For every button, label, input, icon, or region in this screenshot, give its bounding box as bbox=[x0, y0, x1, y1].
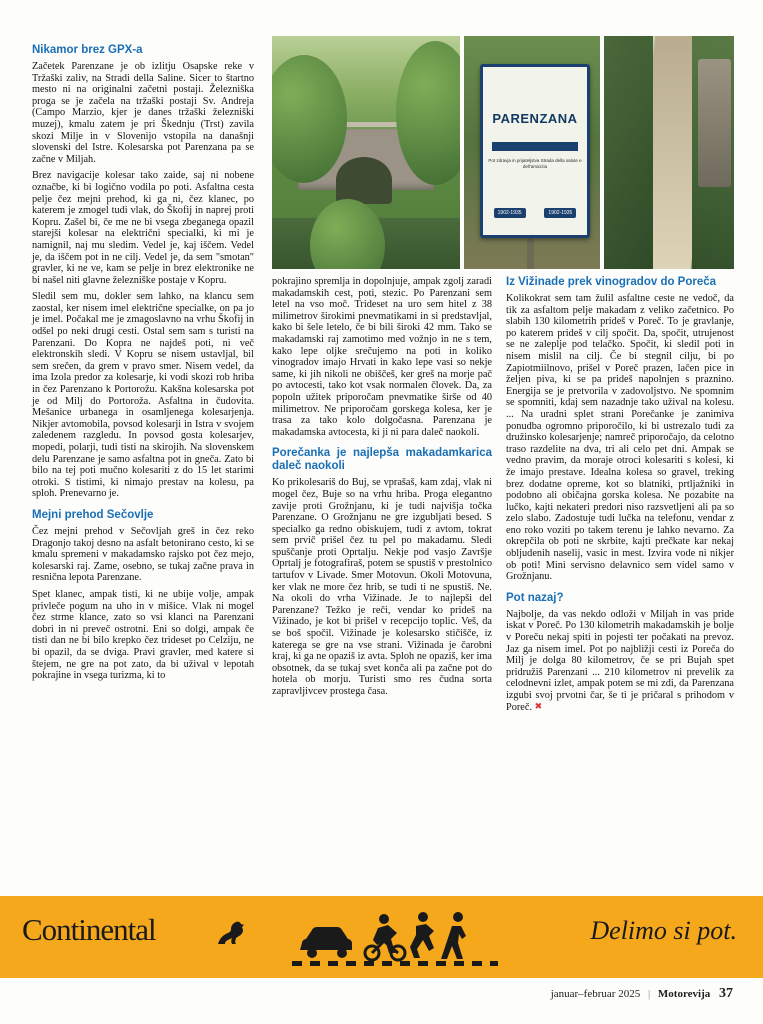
paragraph bbox=[506, 609, 734, 713]
paragraph: Čez mejni prehod v Sečovljah greš in čez reko Dragonjo takoj desno na asfalt betonirano cesto, ki se kmalu spremeni v makadamsko rajsko pot čez mejo, kolesarski raj. Zame, osebno, se tukaj začne prava in resnična lepota Parenzane. bbox=[32, 525, 254, 584]
road-icon bbox=[292, 961, 498, 966]
advertisement-banner[interactable] bbox=[0, 896, 763, 978]
sign-badge-right: 1902-1935 bbox=[544, 208, 576, 218]
sign-badge-left: 1902-1935 bbox=[494, 208, 526, 218]
page-number: 37 bbox=[719, 986, 733, 1001]
paragraph: Sledil sem mu, dokler sem lahko, na klancu sem zaostal, ker nisem imel električne specialke, on pa jo je imel. Počakal me je zmagoslavno na vrhu Škofij in odšel po neki drugi cesti. Ostal sem sam s turisti na Parenzani. Do Kopra ne najdeš poti, ni več elektronskih sledi. V Kopru se nisem ustavljal, bil sem srečen, da grem v pravo smer. Nisem vedel, da ima Izola predor za kolesarje, ki vodi skozi rob hriba in čez Parenzano k Portorožu. Kakšna kolesarska pot je od Milj do Portoroža. Asfaltna in čudovita. Mešanice urbanega in osamljenega kolesarjenja. Nikjer avtomobila, povsod kolesarji in Istra v svojem zaledenem razgledu. In povsod gosta kolesarjev, mopedi, polarji, tudi tisti na skirojih. Na slovenskem delu Parenzane je samo asfaltna pot in gneča. Zato bi bilo na tej poti mučno kolesariti z do 15 let starimi otroki. S tistimi, ki nimajo prestav na kolesu, pa sploh. Prenevarno je. bbox=[32, 291, 254, 500]
section-heading-gpx: Nikamor brez GPX-a bbox=[32, 44, 143, 56]
sign-subtitle: Pot zdravja in prijateljstva Strada della salute e dell'amicizia bbox=[488, 157, 582, 170]
article-column-3 bbox=[506, 276, 734, 718]
walker-icon bbox=[441, 912, 466, 959]
issue-date: januar–februar 2025 bbox=[550, 988, 641, 1000]
footer-separator: | bbox=[647, 988, 651, 1000]
paragraph: Kolikokrat sem tam žulil asfaltne ceste ne vedoč, da tik za asfaltom pelje makadam z veliko začetnico. Po slabih 130 kilometrih prideš v Poreč. To je gravlanje, po katerem prideš v cilj spočit. Da, spočit, utrujenost se ne zaleplje pod telačko. Spočit, ki sledil poti in nisem mislil na cilj. Če bi stegnil cilju, bi po Zapiotmiilnovo, prišel v Poreč prazen, lačen pice in željen piva, ki se pa prideš napolnjen s praznino. Energija se je pretvorila v zadovoljstvo. Ne spomnim se spomniti, kdaj sem nazadnje tako užival na kolesu. ... Na uradni splet strani Porečanke je zanimiva ponudba ogromno priporočilo, ki bi ustrezalo tudi za družinsko kolesarjenje; namreč priporočajo, da celotno traso razdelite na dva, tri ali celo pet dni. Ampak se vedno pravim, da moraje otroci kolesariti s kolesi, ki že imajo prestave. Idealna kolesa so gravel, treking brez dodatne opreme, kot so blatniki, prtljažniki in podobno ali običajna gorska kolesa. Ne pozabite na lučko, kajti nekateri predori niso razsvetljeni ali pa so zelo slabo. Zadostuje tudi lučka na telefonu, vendar z eno roko voziti po takem terenu je lahko nevarno. Za okrepčila ob poti ne skrbite, kajti prečkate kar nekaj obljudenih naselij, vasic in mest. Izvira vode ni nikjer ob poti! Mini servisno delavnico sem videl samo v Grožnjanu. bbox=[506, 293, 734, 583]
trail-stone-wall bbox=[698, 59, 732, 187]
trail-foliage-left bbox=[604, 36, 653, 269]
section-heading-porecanka: Porečanka je najlepša makadamkarica daleč naokoli bbox=[272, 447, 492, 473]
runner-icon bbox=[410, 912, 434, 958]
end-mark: ✖ bbox=[534, 700, 543, 711]
article-column-1 bbox=[32, 44, 254, 687]
paragraph: Spet klanec, ampak tisti, ki ne ubije volje, ampak privleče pogum na uho in v mišice. Vlak ni mogel čez strme klance, zato so vsi klanci na Parenzani dobri in ni preveč ostrotni. Eni so dolgi, ampak če tisti dan ne bi bilo krepko čez trideset po Celziju, ne bi opazil, da se dviga. Pravi gravler, med katere si štejem, ne gre na pot zato, da bi užival v lepotah pokrajine in vsega turizma, ki to bbox=[32, 588, 254, 682]
photo-bridge bbox=[272, 36, 460, 269]
paragraph: Brez navigacije kolesar tako zaide, saj ni nobene označbe, ki bi logično vodila po poti. Asfaltna cesta pelje čez mejni prehod, ki ga ni, čez klanec, po katerem je zmogel tudi vlak, do Škofij in naprej proti Kopru. Zašel bi, če me ne bi vsega zbeganega opazil starejši kolesar na električni specialki, ki mi je namignil, naj mu sledim. Vedel je, kaj iščem. Vedel je, da iščem pot in ne cilj. Vedel je, da sem "smotan" gravler, ki ne ve, kam se pelje in brez elektronike ne bi našel niti glavne železniške postaje v Kopru. bbox=[32, 170, 254, 286]
section-heading-secovlje: Mejni prehod Sečovlje bbox=[32, 508, 154, 521]
sign-stripe bbox=[492, 142, 579, 151]
photo-trail bbox=[604, 36, 734, 269]
foliage-front bbox=[310, 199, 385, 269]
section-heading-vizinada: Iz Vižinade prek vinogradov do Poreča bbox=[506, 276, 717, 288]
paragraph: Začetek Parenzane je ob izlitju Osapske reke v Tržaški zaliv, na Stradi della Saline. Sicer to štartno mesto ni na originalni začetni postaji. Železniška proga se je začela na tržaški postaji Sv. Andreja (Campo Marzio, kjer je danes tržaški železniški muzej), kmalu zatem je pri Škednju (Trst) zavila skozi Milje in v Slovenijo vstopila na današnji slovenski del Istre. Kolesarska pot Parenzana pa se začne v Miljah. bbox=[32, 61, 254, 165]
continental-logo: Continental bbox=[22, 912, 156, 947]
article-column-2 bbox=[272, 276, 492, 703]
paragraph-text: Najbolje, da vas nekdo odloži v Miljah in vas pride iskat v Poreč. Po 130 kilometrih makadamskih je bolje v Poreču nekaj spiti in pojesti ter počakati na prevoz. Jaz ga nisem imel. Pot po najbližji cesti iz Poreča do Milj je dolga 80 kilometrov, če se pri Bujah spet pridružiš Parenzani ... 210 kilometrov ni prevelik za celodnevni izlet, ampak potem se mi zdi, da Parenzana izgubi svoj prvotni čar, še ti je pričaral s prihodom v Poreč. bbox=[506, 608, 734, 713]
magazine-name: Motorevija bbox=[657, 988, 711, 1000]
paragraph: Ko prikolesariš do Buj, se vprašaš, kam zdaj, vlak ni mogel čez, Buje so na vrhu hriba. Proga elegantno zavije proti Grožnjanu, ki je tudi najvišja točka Parenzane. O Grožnjanu ne gre izgubljati besed. S specialko ga redno obiskujem, tudi z avtom, tokrat sem prvič prišel čez tu pel po makadamu. Sledi spuščanje proti Oprtalju. Nekje pod vasjo Završje Oprtalj je fotografiraš, potem se spustiš v prestolnico tartufov v Livade. Smer Motovun. Okoli Motovuna, ker vlak ne more čez hrib, se tudi ti ne spustiš. Ne. Na okoli do vrha Vižinade. Je to najlepši del Parenzane? Težko je reči, vendar ko prideš na Vižinado, je kot bi prišel v recepcijo toplic. Veš, da se boš spočil. Vižinade je kolesarsko stičišče, iz katerega se gre na vse strani. Vižinada je čarobni kraj, ki ga ne opaziš iz avta. Sploh ne opaziš, ker ima obsotnek, da se tukaj svet konča ali pa začne pot do hotela ob morju. Turisti smo res čudna sorta zapravljivcev prostega časa. bbox=[272, 477, 492, 697]
paragraph: pokrajino spremlja in dopolnjuje, ampak zgolj zaradi makadamskih cest, poti, stezic. Po Parenzani sem letel na vso moč. Trideset na uro sem hitel z 38 milimetrov širokimi pnevmatikami in si predstavljal, kako bi šele letelo, če bi bili široki 42 mm. Tako se makadamski raj zamotimo med vožnjo in ne s tem, kako lepe oljke srečujemo na poti in koliko vinogradov imajo Hrvati in kako lepe vasi so nekje same, ki jih nikoli ne obiščeš, ker greš na morje pač po avtocesti, tako kot vsak normalen človek. Da, za popoln užitek priporočam pnevmatike širše od 40 milimetrov. Ne priporočam gorskega kolesa, ker je trasa za tako kolo dolgočasna. Parenzana je makadamska avtocesta, ki ji ni para daleč naokoli. bbox=[272, 276, 492, 438]
ad-slogan: Delimo si pot. bbox=[590, 916, 737, 945]
car-icon bbox=[300, 927, 352, 958]
bridge-opening bbox=[336, 157, 392, 204]
horse-icon bbox=[214, 918, 254, 948]
sign-title: PARENZANA bbox=[492, 110, 578, 126]
cyclist-icon bbox=[365, 914, 405, 960]
page-footer bbox=[0, 986, 763, 1002]
section-heading-pot-nazaj: Pot nazaj? bbox=[506, 591, 564, 604]
sign-badges bbox=[494, 208, 577, 218]
photo-strip bbox=[272, 36, 734, 269]
photo-sign bbox=[464, 36, 600, 269]
sign-board bbox=[480, 64, 589, 238]
